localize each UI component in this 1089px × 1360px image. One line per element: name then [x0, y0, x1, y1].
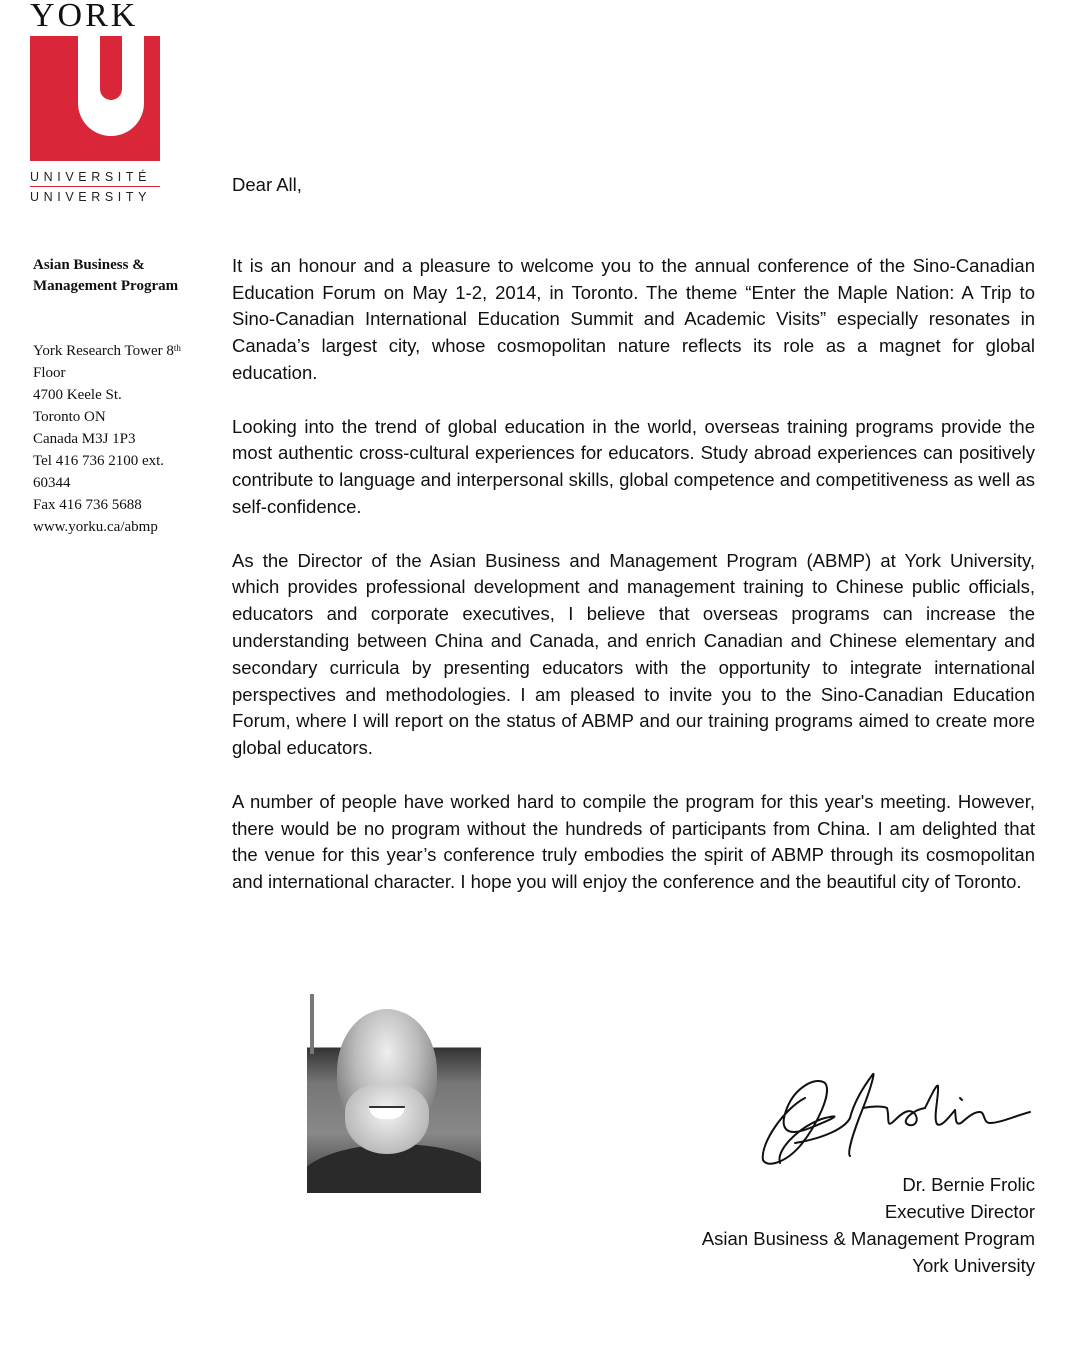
director-portrait-photo: [307, 994, 481, 1193]
program-name-line2: Management Program: [33, 277, 179, 294]
paragraph-global-education: Looking into the trend of global education in the world, overseas training programs provide the most authentic cross-cultural experiences for educators. Study abroad experiences can positively contribute to language and interpersonal skills, global competence and competitiveness as well as self-confidence.: [232, 415, 1035, 517]
signatory-institution: York University: [912, 1255, 1035, 1276]
ordinal-suffix: th: [173, 343, 181, 353]
photo-background-pole: [310, 994, 314, 1054]
website-link[interactable]: www.yorku.ca/abmp: [33, 519, 158, 535]
logo-red-block: [30, 36, 160, 161]
phone-extension: 60344: [33, 475, 71, 491]
york-university-logo: [30, 0, 160, 204]
address-building-text: York Research Tower 8: [33, 343, 174, 359]
program-name: [33, 255, 208, 296]
address-line-floor: Floor: [33, 365, 66, 381]
address-block: [33, 340, 208, 538]
program-name-line1: Asian Business &: [33, 257, 145, 273]
signatory-program: Asian Business & Management Program: [701, 1228, 1035, 1249]
address-line-building: [33, 340, 208, 362]
letterhead-sidebar: [33, 255, 208, 538]
fax-number: Fax 416 736 5688: [33, 497, 142, 513]
logo-wordmark: YORK: [30, 0, 139, 34]
signature-block: [702, 1171, 1035, 1279]
logo-universite: UNIVERSITÉ: [30, 170, 160, 187]
logo-university: UNIVERSITY: [30, 190, 152, 204]
salutation: Dear All,: [232, 174, 302, 195]
paragraph-welcome: It is an honour and a pleasure to welcome you to the annual conference of the Sino-Canadian Education Forum on May 1-2, 2014, in Toronto. The theme “Enter the Maple Nation: A Trip to Sino-Canadian International Education Summit and Academic Visits” especially resonates in Canada’s largest city, whose cosmopolitan nature reflects its role as a magnet for global education.: [232, 254, 1035, 383]
address-line-city: Toronto ON: [33, 409, 106, 425]
paragraph-closing: A number of people have worked hard to compile the program for this year's meeting. However, there would be no program without the hundreds of participants from China. I am delighted that the venue for this year’s conference truly embodies the spirit of ABMP through its cosmopolitan and international character. I hope you will enjoy the conference and the beautiful city of Toronto.: [232, 790, 1035, 893]
handwritten-signature: [755, 1068, 1040, 1173]
signatory-name: Dr. Bernie Frolic: [902, 1174, 1035, 1195]
logo-u-inner: [100, 36, 122, 100]
address-line-postal: Canada M3J 1P3: [33, 431, 136, 447]
phone-number: Tel 416 736 2100 ext.: [33, 453, 165, 469]
address-line-street: 4700 Keele St.: [33, 387, 122, 403]
paragraph-director: As the Director of the Asian Business and Management Program (ABMP) at York University, which provides professional development and management training to Chinese public officials, educators and corporate executives, I believe that overseas programs can increase the understanding between China and Canada, and enrich Canadian and Chinese elementary and secondary curricula by presenting educators with the opportunity to integrate international perspectives and methodologies. I am pleased to invite you to the Sino-Canadian Education Forum, where I will report on the status of ABMP and our training programs aimed to create more global educators.: [232, 549, 1035, 759]
signatory-title: Executive Director: [884, 1201, 1035, 1222]
photo-beard: [345, 1084, 429, 1154]
letter-body: [232, 172, 1035, 923]
